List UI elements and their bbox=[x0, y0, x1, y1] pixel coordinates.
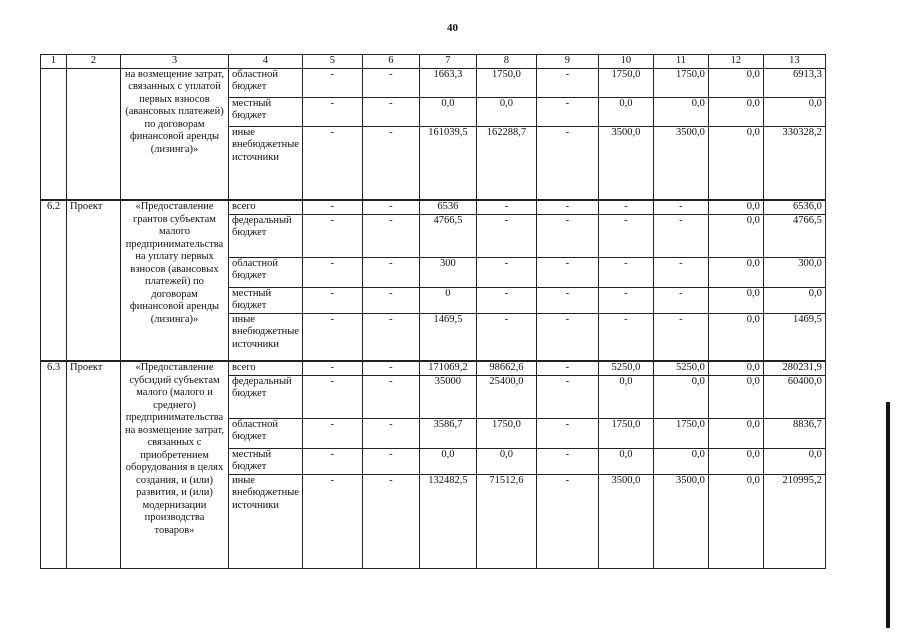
table-cell: 1750,0 bbox=[598, 418, 653, 448]
table-cell: 0,0 bbox=[708, 200, 763, 214]
section-description: «Предоставление грантов субъектам малого предпринимательства на уплату первых взносов (авансовых платежей) по договорам финансовой аренды (лизинга)» bbox=[121, 200, 229, 361]
table-cell: 0,0 bbox=[708, 361, 763, 375]
table-cell: 35000 bbox=[419, 375, 476, 418]
table-cell: - bbox=[362, 448, 419, 474]
table-cell: 8836,7 bbox=[763, 418, 825, 448]
table-cell: 0,0 bbox=[653, 375, 708, 418]
table-cell: 0,0 bbox=[598, 375, 653, 418]
funding-source: федеральный бюджет bbox=[229, 375, 303, 418]
table-cell: 1663,3 bbox=[419, 68, 476, 97]
table-cell: 0,0 bbox=[708, 126, 763, 200]
table-cell: 0,0 bbox=[708, 313, 763, 361]
funding-source: областной бюджет bbox=[229, 257, 303, 287]
table-cell: 0,0 bbox=[476, 97, 536, 126]
section-number: 6.2 bbox=[41, 200, 67, 361]
budget-table bbox=[40, 54, 826, 569]
column-header: 7 bbox=[419, 55, 476, 69]
table-cell: 0,0 bbox=[419, 448, 476, 474]
table-cell: 0,0 bbox=[653, 448, 708, 474]
section-description: на возмещение затрат, связанных с уплатой первых взносов (авансовых платежей) по договорам финансовой аренды (лизинга)» bbox=[121, 68, 229, 200]
funding-source: всего bbox=[229, 361, 303, 375]
table-cell: - bbox=[362, 418, 419, 448]
funding-source: местный бюджет bbox=[229, 448, 303, 474]
column-header: 9 bbox=[536, 55, 598, 69]
table-cell: 5250,0 bbox=[653, 361, 708, 375]
table-cell: 0,0 bbox=[598, 448, 653, 474]
table-cell: - bbox=[536, 361, 598, 375]
funding-source: областной бюджет bbox=[229, 68, 303, 97]
table-cell: 1750,0 bbox=[653, 418, 708, 448]
table-cell: 330328,2 bbox=[763, 126, 825, 200]
table-cell: - bbox=[536, 68, 598, 97]
table-cell: 6913,3 bbox=[763, 68, 825, 97]
table-cell: - bbox=[598, 214, 653, 257]
funding-source: иные внебюджетные источники bbox=[229, 313, 303, 361]
table-cell: 0,0 bbox=[708, 287, 763, 313]
table-cell: 0,0 bbox=[708, 375, 763, 418]
table-cell: 0,0 bbox=[708, 474, 763, 568]
column-header: 8 bbox=[476, 55, 536, 69]
table-cell: - bbox=[302, 214, 362, 257]
table-cell: - bbox=[362, 375, 419, 418]
table-cell: - bbox=[362, 126, 419, 200]
table-cell: - bbox=[598, 313, 653, 361]
section-type: Проект bbox=[67, 200, 121, 361]
table-cell: 98662,6 bbox=[476, 361, 536, 375]
table-cell: 5250,0 bbox=[598, 361, 653, 375]
table-cell: - bbox=[536, 126, 598, 200]
table-cell: - bbox=[362, 200, 419, 214]
table-row bbox=[41, 68, 826, 97]
table-cell: - bbox=[536, 257, 598, 287]
table-cell: 300,0 bbox=[763, 257, 825, 287]
column-header: 1 bbox=[41, 55, 67, 69]
table-cell: 0,0 bbox=[708, 68, 763, 97]
table-cell: 132482,5 bbox=[419, 474, 476, 568]
table-cell: - bbox=[476, 214, 536, 257]
table-cell: - bbox=[302, 257, 362, 287]
table-cell: - bbox=[362, 313, 419, 361]
column-header-row bbox=[41, 55, 826, 69]
table-cell: - bbox=[536, 214, 598, 257]
table-cell: - bbox=[536, 97, 598, 126]
margin-bar bbox=[886, 402, 890, 628]
table-cell: 280231,9 bbox=[763, 361, 825, 375]
table-cell: - bbox=[362, 68, 419, 97]
table-cell: - bbox=[302, 126, 362, 200]
funding-source: всего bbox=[229, 200, 303, 214]
table-cell: 60400,0 bbox=[763, 375, 825, 418]
table-cell: 3500,0 bbox=[653, 474, 708, 568]
table-cell: - bbox=[302, 375, 362, 418]
table-cell: - bbox=[598, 257, 653, 287]
column-header: 13 bbox=[763, 55, 825, 69]
table-cell: - bbox=[536, 313, 598, 361]
column-header: 10 bbox=[598, 55, 653, 69]
table-row bbox=[41, 361, 826, 375]
table-cell: 6536 bbox=[419, 200, 476, 214]
table-cell: 0,0 bbox=[476, 448, 536, 474]
table-cell: - bbox=[653, 313, 708, 361]
table-cell: 25400,0 bbox=[476, 375, 536, 418]
table-cell: 3586,7 bbox=[419, 418, 476, 448]
table-cell: 1750,0 bbox=[476, 418, 536, 448]
table-cell: 210995,2 bbox=[763, 474, 825, 568]
table-cell: - bbox=[362, 257, 419, 287]
column-header: 5 bbox=[302, 55, 362, 69]
section-description: «Предоставление субсидий субъектам малого (малого и среднего) предпринимательства на возмещение затрат, связанных с приобретением оборудования в целях создания, и (или) развития, и (или) модернизации производства товаров» bbox=[121, 361, 229, 568]
section-type: Проект bbox=[67, 361, 121, 568]
table-cell: 1750,0 bbox=[598, 68, 653, 97]
column-header: 6 bbox=[362, 55, 419, 69]
table-cell: 4766,5 bbox=[763, 214, 825, 257]
table-cell: 1750,0 bbox=[653, 68, 708, 97]
table-cell: 162288,7 bbox=[476, 126, 536, 200]
table-cell: - bbox=[302, 361, 362, 375]
table-cell: 0,0 bbox=[653, 97, 708, 126]
table-cell: 0,0 bbox=[419, 97, 476, 126]
table-cell: - bbox=[302, 200, 362, 214]
table-cell: - bbox=[362, 287, 419, 313]
table-cell: 0,0 bbox=[708, 214, 763, 257]
table-cell: - bbox=[362, 214, 419, 257]
table-cell: - bbox=[302, 68, 362, 97]
table-cell: 4766,5 bbox=[419, 214, 476, 257]
table-cell: - bbox=[653, 287, 708, 313]
table-cell: - bbox=[598, 200, 653, 214]
table-cell: - bbox=[362, 474, 419, 568]
column-header: 4 bbox=[229, 55, 303, 69]
section-number bbox=[41, 68, 67, 200]
table-cell: - bbox=[302, 448, 362, 474]
table-cell: 0 bbox=[419, 287, 476, 313]
table-cell: - bbox=[362, 361, 419, 375]
table-cell: - bbox=[536, 287, 598, 313]
table-cell: 1750,0 bbox=[476, 68, 536, 97]
funding-source: иные внебюджетные источники bbox=[229, 126, 303, 200]
table-cell: - bbox=[476, 200, 536, 214]
table-cell: 0,0 bbox=[598, 97, 653, 126]
page-number: 40 bbox=[447, 22, 458, 34]
table-cell: - bbox=[653, 257, 708, 287]
table-cell: - bbox=[302, 474, 362, 568]
table-cell: - bbox=[653, 200, 708, 214]
table-cell: - bbox=[476, 313, 536, 361]
table-cell: - bbox=[476, 287, 536, 313]
funding-source: иные внебюджетные источники bbox=[229, 474, 303, 568]
table-cell: 0,0 bbox=[763, 448, 825, 474]
funding-source: местный бюджет bbox=[229, 97, 303, 126]
table-cell: 0,0 bbox=[763, 97, 825, 126]
table-cell: 1469,5 bbox=[419, 313, 476, 361]
table-cell: - bbox=[302, 287, 362, 313]
table-cell: - bbox=[476, 257, 536, 287]
table-cell: - bbox=[536, 375, 598, 418]
table-cell: 6536,0 bbox=[763, 200, 825, 214]
funding-source: местный бюджет bbox=[229, 287, 303, 313]
section-number: 6.3 bbox=[41, 361, 67, 568]
table-cell: - bbox=[362, 97, 419, 126]
table-cell: 0,0 bbox=[708, 418, 763, 448]
table-cell: - bbox=[536, 200, 598, 214]
table-cell: 161039,5 bbox=[419, 126, 476, 200]
table-cell: 3500,0 bbox=[598, 126, 653, 200]
section-type bbox=[67, 68, 121, 200]
funding-source: федеральный бюджет bbox=[229, 214, 303, 257]
funding-source: областной бюджет bbox=[229, 418, 303, 448]
table-cell: - bbox=[536, 418, 598, 448]
table-cell: 0,0 bbox=[708, 257, 763, 287]
table-cell: - bbox=[302, 418, 362, 448]
table-cell: 300 bbox=[419, 257, 476, 287]
column-header: 11 bbox=[653, 55, 708, 69]
column-header: 12 bbox=[708, 55, 763, 69]
table-cell: 71512,6 bbox=[476, 474, 536, 568]
table-cell: - bbox=[536, 448, 598, 474]
table-cell: 1469,5 bbox=[763, 313, 825, 361]
table-cell: - bbox=[653, 214, 708, 257]
table-cell: - bbox=[598, 287, 653, 313]
table-cell: - bbox=[536, 474, 598, 568]
column-header: 2 bbox=[67, 55, 121, 69]
table-cell: - bbox=[302, 313, 362, 361]
table-cell: 0,0 bbox=[708, 97, 763, 126]
column-header: 3 bbox=[121, 55, 229, 69]
table-cell: 0,0 bbox=[763, 287, 825, 313]
table-cell: 0,0 bbox=[708, 448, 763, 474]
table-cell: - bbox=[302, 97, 362, 126]
table-cell: 3500,0 bbox=[653, 126, 708, 200]
table-row bbox=[41, 200, 826, 214]
table-cell: 3500,0 bbox=[598, 474, 653, 568]
table-cell: 171069,2 bbox=[419, 361, 476, 375]
